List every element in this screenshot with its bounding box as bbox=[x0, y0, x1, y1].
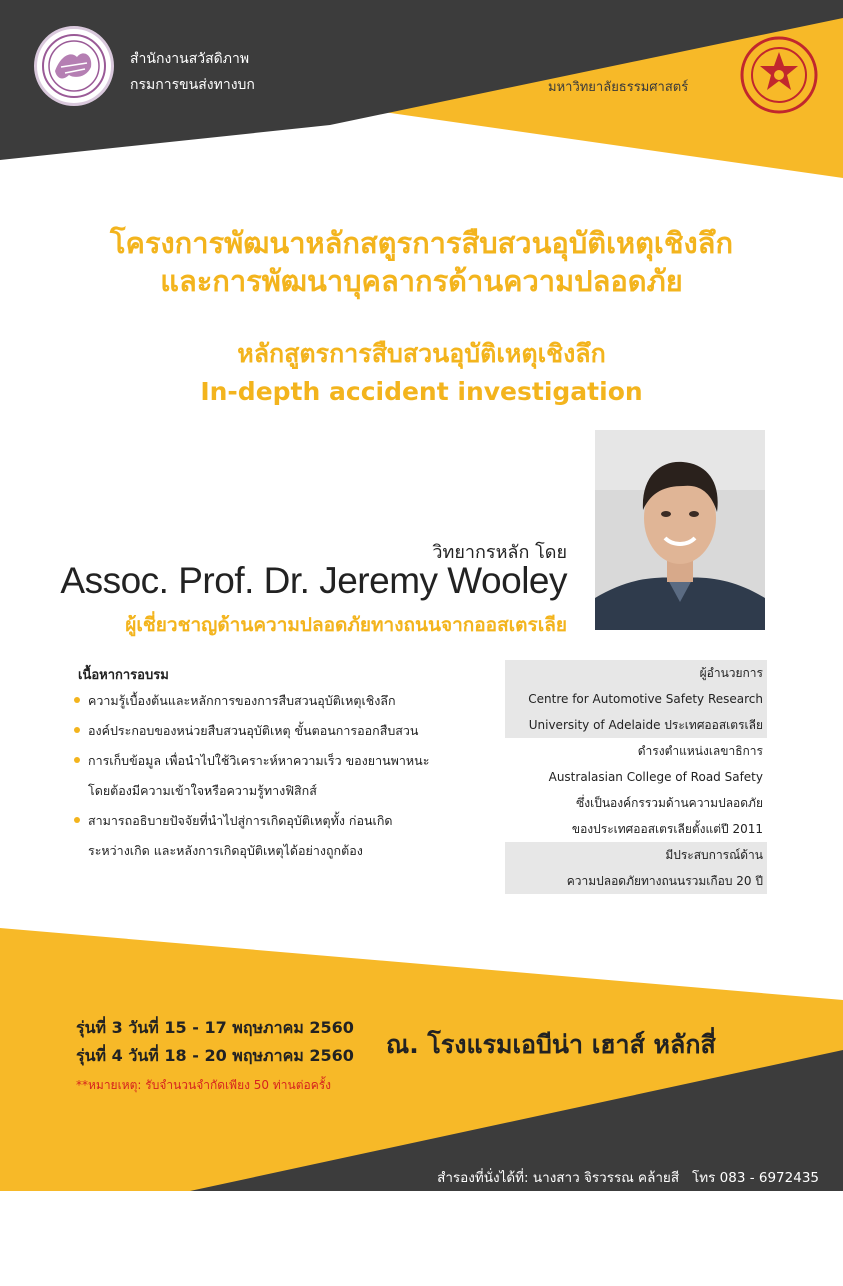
contact-info bbox=[437, 1118, 819, 1286]
lecturer-role: ผู้เชี่ยวชาญด้านความปลอดภัยทางถนนจากออสเตรเลีย bbox=[125, 614, 567, 636]
content-item-3a: การเก็บข้อมูล เพื่อนำไปใช้วิเคราะห์หาความเร็ว ของยานพาหนะ bbox=[88, 753, 430, 768]
course-title-english: In-depth accident investigation bbox=[200, 377, 643, 406]
lecturer-intro: วิทยากรหลัก โดย bbox=[432, 542, 567, 563]
list-item bbox=[72, 746, 472, 776]
lecturer-profile bbox=[505, 660, 767, 894]
venue: ณ. โรงแรมเอบีน่า เฮาส์ หลักสี่ bbox=[386, 1030, 716, 1059]
content-item-1: ความรู้เบื้องต้นและหลักการของการสืบสวนอุบัติเหตุเชิงลึก bbox=[88, 693, 396, 708]
org-left-line2: กรมการขนส่งทางบก bbox=[130, 77, 255, 93]
capacity-note: **หมายเหตุ: รับจำนวนจำกัดเพียง 50 ท่านต่อครั้ง bbox=[76, 1078, 332, 1092]
lecturer-name: Assoc. Prof. Dr. Jeremy Wooley bbox=[60, 560, 567, 601]
profile-line: มีประสบการณ์ด้าน bbox=[505, 842, 767, 868]
contact-line-1: สำรองที่นั่งได้ที่: นางสาว จิรวรรณ คล้ายสี โทร 083 - 6972435 bbox=[437, 1170, 819, 1186]
content-item-2: องค์ประกอบของหน่วยสืบสวนอุบัติเหตุ ขั้นตอนการออกสืบสวน bbox=[88, 723, 419, 738]
profile-line: ของประเทศออสเตรเลียตั้งแต่ปี 2011 bbox=[571, 822, 763, 836]
list-item-continuation bbox=[72, 836, 472, 866]
lecturer-portrait-photo bbox=[595, 430, 765, 630]
bullet-icon bbox=[74, 757, 80, 763]
course-title bbox=[40, 335, 803, 411]
bullet-icon bbox=[74, 817, 80, 823]
content-item-4a: สามารถอธิบายปัจจัยที่นำไปสู่การเกิดอุบัติเหตุทั้ง ก่อนเกิด bbox=[88, 813, 393, 828]
project-title-line1: โครงการพัฒนาหลักสตูรการสืบสวนอุบัติเหตุเชิงลึก bbox=[109, 226, 734, 260]
content-heading: เนื้อหาการอบรม bbox=[78, 668, 169, 683]
bullet-icon bbox=[74, 697, 80, 703]
content-item-3b: โดยต้องมีความเข้าใจหรือความรู้ทางฟิสิกส์ bbox=[88, 783, 317, 798]
session-4: รุ่นที่ 4 วันที่ 18 - 20 พฤษภาคม 2560 bbox=[76, 1046, 354, 1065]
bullet-icon bbox=[74, 727, 80, 733]
list-item bbox=[72, 686, 472, 716]
org-left-line1: สำนักงานสวัสดิภาพ bbox=[130, 51, 250, 67]
department-seal-icon bbox=[34, 26, 114, 106]
organization-right: มหาวิทยาลัยธรรมศาสตร์ bbox=[548, 80, 689, 95]
profile-line: ผู้อำนวยการ bbox=[505, 660, 767, 686]
profile-line: Centre for Automotive Safety Research bbox=[505, 686, 767, 712]
profile-line: ดำรงตำแหน่งเลขาธิการ bbox=[637, 744, 763, 758]
thammasat-university-seal-icon bbox=[740, 36, 818, 114]
organization-left bbox=[130, 46, 255, 98]
list-item bbox=[72, 716, 472, 746]
profile-line: Australasian College of Road Safety bbox=[548, 770, 763, 784]
content-list bbox=[72, 686, 472, 866]
profile-line: University of Adelaide ประเทศออสเตรเลีย bbox=[505, 712, 767, 738]
profile-line: ความปลอดภัยทางถนนรวมเกือบ 20 ปี bbox=[505, 868, 767, 894]
content-item-4b: ระหว่างเกิด และหลังการเกิดอุบัติเหตุได้อย่างถูกต้อง bbox=[88, 843, 363, 858]
list-item-continuation bbox=[72, 776, 472, 806]
project-title bbox=[40, 224, 803, 300]
project-title-line2: และการพัฒนาบุคลากรด้านความปลอดภัย bbox=[160, 264, 683, 298]
list-item bbox=[72, 806, 472, 836]
profile-line: ซึ่งเป็นองค์กรรวมด้านความปลอดภัย bbox=[576, 796, 763, 810]
contact-line-2: นางสาว น้ำทิพย์ พรโชคชัย โทร 063 - 2364555 bbox=[522, 1242, 819, 1258]
session-3: รุ่นที่ 3 วันที่ 15 - 17 พฤษภาคม 2560 bbox=[76, 1018, 354, 1037]
course-title-thai: หลักสูตรการสืบสวนอุบัติเหตุเชิงลึก bbox=[237, 339, 606, 368]
schedule bbox=[76, 1014, 354, 1070]
